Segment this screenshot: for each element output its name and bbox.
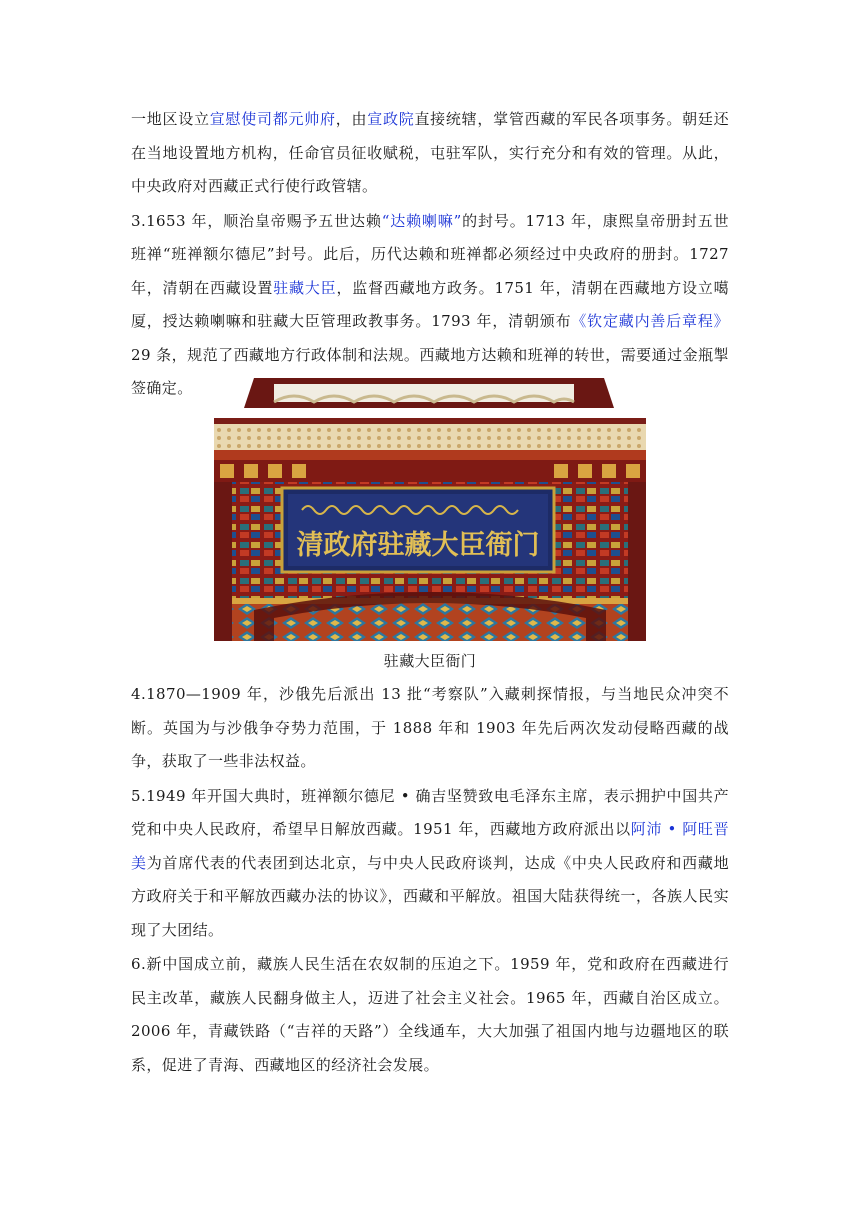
text-block-lower — [131, 678, 729, 1082]
text-run: 29 条，规范了西藏地方行政体制和法规。西藏地方达赖和班禅的转世，需要通过金瓶掣签确定。 — [131, 345, 729, 397]
text-run: 的封号。1713 年，康熙皇帝册封五世班禅“班禅额尔德尼”封号。此后，历代达赖和班禅都必须经过中央政府的册封。1727 年，清朝在西藏设置 — [131, 211, 729, 297]
figure-caption: 驻藏大臣衙门 — [383, 652, 477, 670]
text-run: 为首席代表的代表团到达北京，与中央人民政府谈判，达成《中央人民政府和西藏地方政府关于和平解放西藏办法的协议》，西藏和平解放。祖国大陆获得统一，各族人民实现了大团结。 — [131, 853, 729, 939]
link-dalai-lama[interactable]: “达赖喇嘛” — [381, 211, 462, 230]
paragraph-6 — [131, 948, 729, 1082]
link-xuanweishi[interactable]: 宣慰使司都元帅府 — [209, 110, 336, 128]
paragraph-3 — [131, 205, 729, 406]
paragraph-4 — [131, 678, 729, 779]
link-xuanzhengyuan[interactable]: 宣政院 — [367, 110, 415, 128]
link-amban[interactable]: 驻藏大臣 — [273, 278, 337, 297]
text-run: 4.1870—1909 年，沙俄先后派出 13 批“考察队”入藏刺探情报，与当地民众冲突不断。英国为与沙俄争夺势力范围，于 1888 年和 1903 年先后两次发动侵略西藏的战争，获取了一些非法权益。 — [131, 685, 729, 770]
link-regulations[interactable]: 《钦定藏内善后章程》 — [571, 312, 729, 330]
amban-gate-photo — [214, 378, 646, 641]
paragraph-continued — [131, 103, 729, 204]
text-run: 3.1653 年，顺治皇帝赐予五世达赖 — [131, 211, 382, 230]
text-run: ，由 — [335, 110, 368, 128]
text-run: 6.新中国成立前，藏族人民生活在农奴制的压迫之下。1959 年，党和政府在西藏进行民主改革，藏族人民翻身做主人，迈进了社会主义社会。1965 年，西藏自治区成立。2006 年，青藏铁路（“吉祥的天路”）全线通车，大大加强了祖国内地与边疆地区的联系，促进了青海、西藏地区的经济社会发展。 — [131, 955, 729, 1074]
text-run: 5.1949 年开国大典时，班禅额尔德尼 • 确吉坚赞致电毛泽东主席，表示拥护中国共产党和中央人民政府，希望早日解放西藏。1951 年，西藏地方政府派出以 — [131, 786, 729, 838]
text-run: ，监督西藏地方政务。1751 年，清朝在西藏地方设立噶厦，授达赖喇嘛和驻藏大臣管理政教事务。1793 年，清朝颁布 — [131, 278, 730, 330]
plaque-text: 清政府驻藏大臣衙门 — [296, 530, 540, 561]
text-block-upper — [131, 103, 729, 406]
text-run: 一地区设立 — [131, 110, 210, 128]
paragraph-5 — [131, 780, 729, 948]
text-run: 直接统辖，掌管西藏的军民各项事务。朝廷还在当地设置地方机构，任命官员征收赋税，屯驻军队，实行充分和有效的管理。从此，中央政府对西藏正式行使行政管辖。 — [131, 110, 729, 195]
link-ngapoi-ngawang-jigme[interactable]: 阿沛 • 阿旺晋美 — [131, 820, 729, 872]
